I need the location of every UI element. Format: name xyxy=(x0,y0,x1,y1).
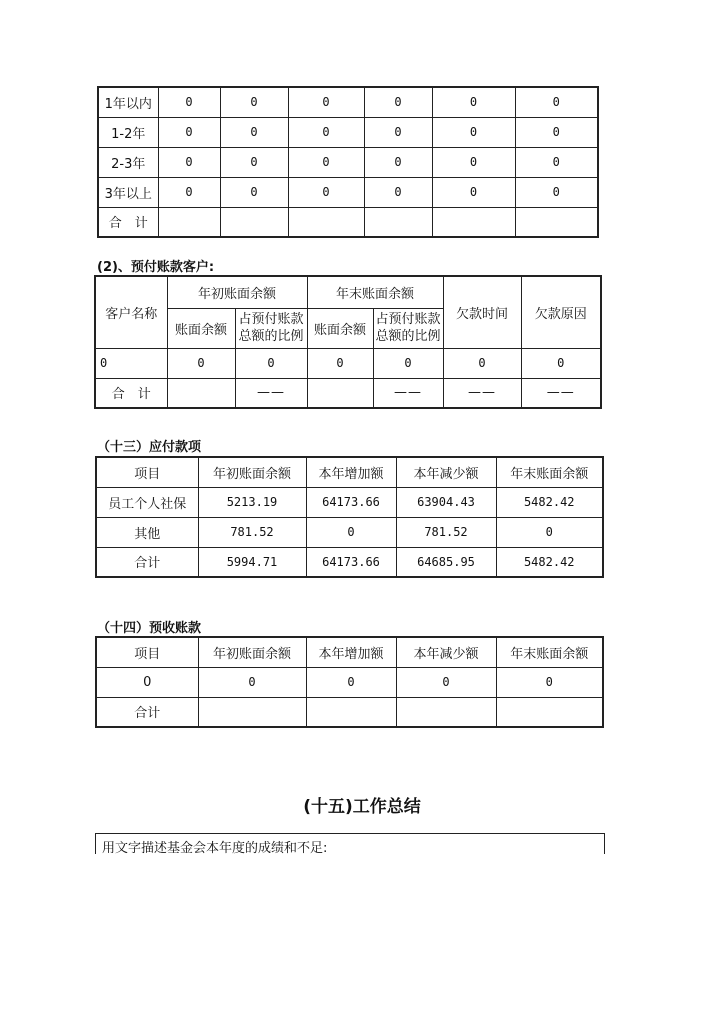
total-label: 合 计 xyxy=(98,207,158,237)
table-cell xyxy=(432,207,515,237)
table-cell xyxy=(167,378,235,408)
table-cell: 0 xyxy=(158,117,220,147)
table-row xyxy=(98,87,598,117)
table-cell: 0 xyxy=(198,667,306,697)
table-cell: 0 xyxy=(288,147,364,177)
table-cell: 0 xyxy=(364,117,432,147)
total-label: 合 计 xyxy=(95,378,167,408)
prepaid-customers-heading: (2)、预付账款客户: xyxy=(97,260,215,275)
table-cell: 0 xyxy=(396,667,496,697)
accounts-payable-table xyxy=(95,456,604,578)
table-cell xyxy=(307,378,373,408)
table-cell: 0 xyxy=(364,177,432,207)
header-end-ratio: 占预付账款总额的比例 xyxy=(373,308,443,348)
table-cell xyxy=(496,697,603,727)
column-header: 年末账面余额 xyxy=(496,637,603,667)
header-row xyxy=(96,637,603,667)
table-cell xyxy=(396,697,496,727)
row-label: 1年以内 xyxy=(98,87,158,117)
table-cell: 5482.42 xyxy=(496,487,603,517)
table-cell xyxy=(306,697,396,727)
row-label: 1-2年 xyxy=(98,117,158,147)
advance-receipts-table xyxy=(95,636,604,728)
table-cell: 0 xyxy=(220,147,288,177)
table-cell: —— xyxy=(521,378,601,408)
table-cell: 0 xyxy=(288,117,364,147)
aging-table xyxy=(97,86,599,238)
table-row xyxy=(96,667,603,697)
table-row xyxy=(98,117,598,147)
table-cell: 64173.66 xyxy=(306,547,396,577)
row-label: 3年以上 xyxy=(98,177,158,207)
table-cell: 0 xyxy=(306,667,396,697)
table-cell: 0 xyxy=(158,147,220,177)
row-item: 员工个人社保 xyxy=(96,487,198,517)
table-cell: 0 xyxy=(167,348,235,378)
work-summary-prompt: 用文字描述基金会本年度的成绩和不足: xyxy=(102,841,328,856)
column-header: 年初账面余额 xyxy=(198,637,306,667)
table-cell: 0 xyxy=(288,87,364,117)
table-cell: 0 xyxy=(496,517,603,547)
accounts-payable-heading: （十三）应付款项 xyxy=(97,440,202,455)
header-end-balance: 年末账面余额 xyxy=(307,276,443,308)
table-cell: 0 xyxy=(364,147,432,177)
column-header: 本年减少额 xyxy=(396,637,496,667)
table-cell xyxy=(364,207,432,237)
header-row xyxy=(96,457,603,487)
row-item: 合计 xyxy=(96,547,198,577)
work-summary-box xyxy=(95,833,605,854)
header-begin-balance-amount: 账面余额 xyxy=(167,308,235,348)
table-cell xyxy=(515,207,598,237)
table-cell: 0 xyxy=(220,177,288,207)
table-cell: 781.52 xyxy=(198,517,306,547)
column-header: 本年增加额 xyxy=(306,637,396,667)
row-item: 合计 xyxy=(96,697,198,727)
table-cell: 0 xyxy=(496,667,603,697)
header-arrears-time: 欠款时间 xyxy=(443,276,521,348)
row-item: 其他 xyxy=(96,517,198,547)
table-cell: 0 xyxy=(220,87,288,117)
prepaid-customers-table xyxy=(94,275,602,409)
table-row xyxy=(96,697,603,727)
table-cell: 63904.43 xyxy=(396,487,496,517)
table-cell: 0 xyxy=(220,117,288,147)
table-cell: 0 xyxy=(158,177,220,207)
column-header: 项目 xyxy=(96,457,198,487)
table-cell: 64685.95 xyxy=(396,547,496,577)
table-cell: 0 xyxy=(432,87,515,117)
table-cell: 781.52 xyxy=(396,517,496,547)
table-cell: 0 xyxy=(288,177,364,207)
table-cell: 0 xyxy=(515,147,598,177)
header-begin-balance: 年初账面余额 xyxy=(167,276,307,308)
table-cell: 0 xyxy=(515,87,598,117)
row-item: 0 xyxy=(96,667,198,697)
table-cell: 0 xyxy=(432,117,515,147)
column-header: 项目 xyxy=(96,637,198,667)
table-cell: 64173.66 xyxy=(306,487,396,517)
table-row xyxy=(96,487,603,517)
table-row xyxy=(96,547,603,577)
table-cell: 0 xyxy=(521,348,601,378)
table-row xyxy=(98,147,598,177)
table-cell xyxy=(198,697,306,727)
table-row xyxy=(98,177,598,207)
column-header: 年初账面余额 xyxy=(198,457,306,487)
header-arrears-reason: 欠款原因 xyxy=(521,276,601,348)
table-cell: 0 xyxy=(158,87,220,117)
header-customer-name: 客户名称 xyxy=(95,276,167,348)
column-header: 本年减少额 xyxy=(396,457,496,487)
table-row xyxy=(95,348,601,378)
advance-receipts-heading: （十四）预收账款 xyxy=(97,621,202,636)
table-cell: 0 xyxy=(306,517,396,547)
table-cell: —— xyxy=(235,378,307,408)
table-cell: —— xyxy=(373,378,443,408)
table-cell: 0 xyxy=(235,348,307,378)
table-cell: —— xyxy=(443,378,521,408)
column-header: 年末账面余额 xyxy=(496,457,603,487)
table-row xyxy=(96,517,603,547)
table-cell: 0 xyxy=(443,348,521,378)
table-cell: 0 xyxy=(515,117,598,147)
total-row xyxy=(98,207,598,237)
table-cell: 0 xyxy=(307,348,373,378)
table-cell: 5482.42 xyxy=(496,547,603,577)
table-cell: 0 xyxy=(432,177,515,207)
customer-name-cell: 0 xyxy=(95,348,167,378)
column-header: 本年增加额 xyxy=(306,457,396,487)
table-cell: 5994.71 xyxy=(198,547,306,577)
table-cell xyxy=(220,207,288,237)
table-cell: 0 xyxy=(364,87,432,117)
table-cell: 0 xyxy=(515,177,598,207)
header-begin-ratio: 占预付账款总额的比例 xyxy=(235,308,307,348)
table-cell: 0 xyxy=(432,147,515,177)
work-summary-title: (十五)工作总结 xyxy=(303,797,421,817)
row-label: 2-3年 xyxy=(98,147,158,177)
table-cell xyxy=(288,207,364,237)
header-end-balance-amount: 账面余额 xyxy=(307,308,373,348)
table-cell: 0 xyxy=(373,348,443,378)
table-cell: 5213.19 xyxy=(198,487,306,517)
total-row xyxy=(95,378,601,408)
table-cell xyxy=(158,207,220,237)
